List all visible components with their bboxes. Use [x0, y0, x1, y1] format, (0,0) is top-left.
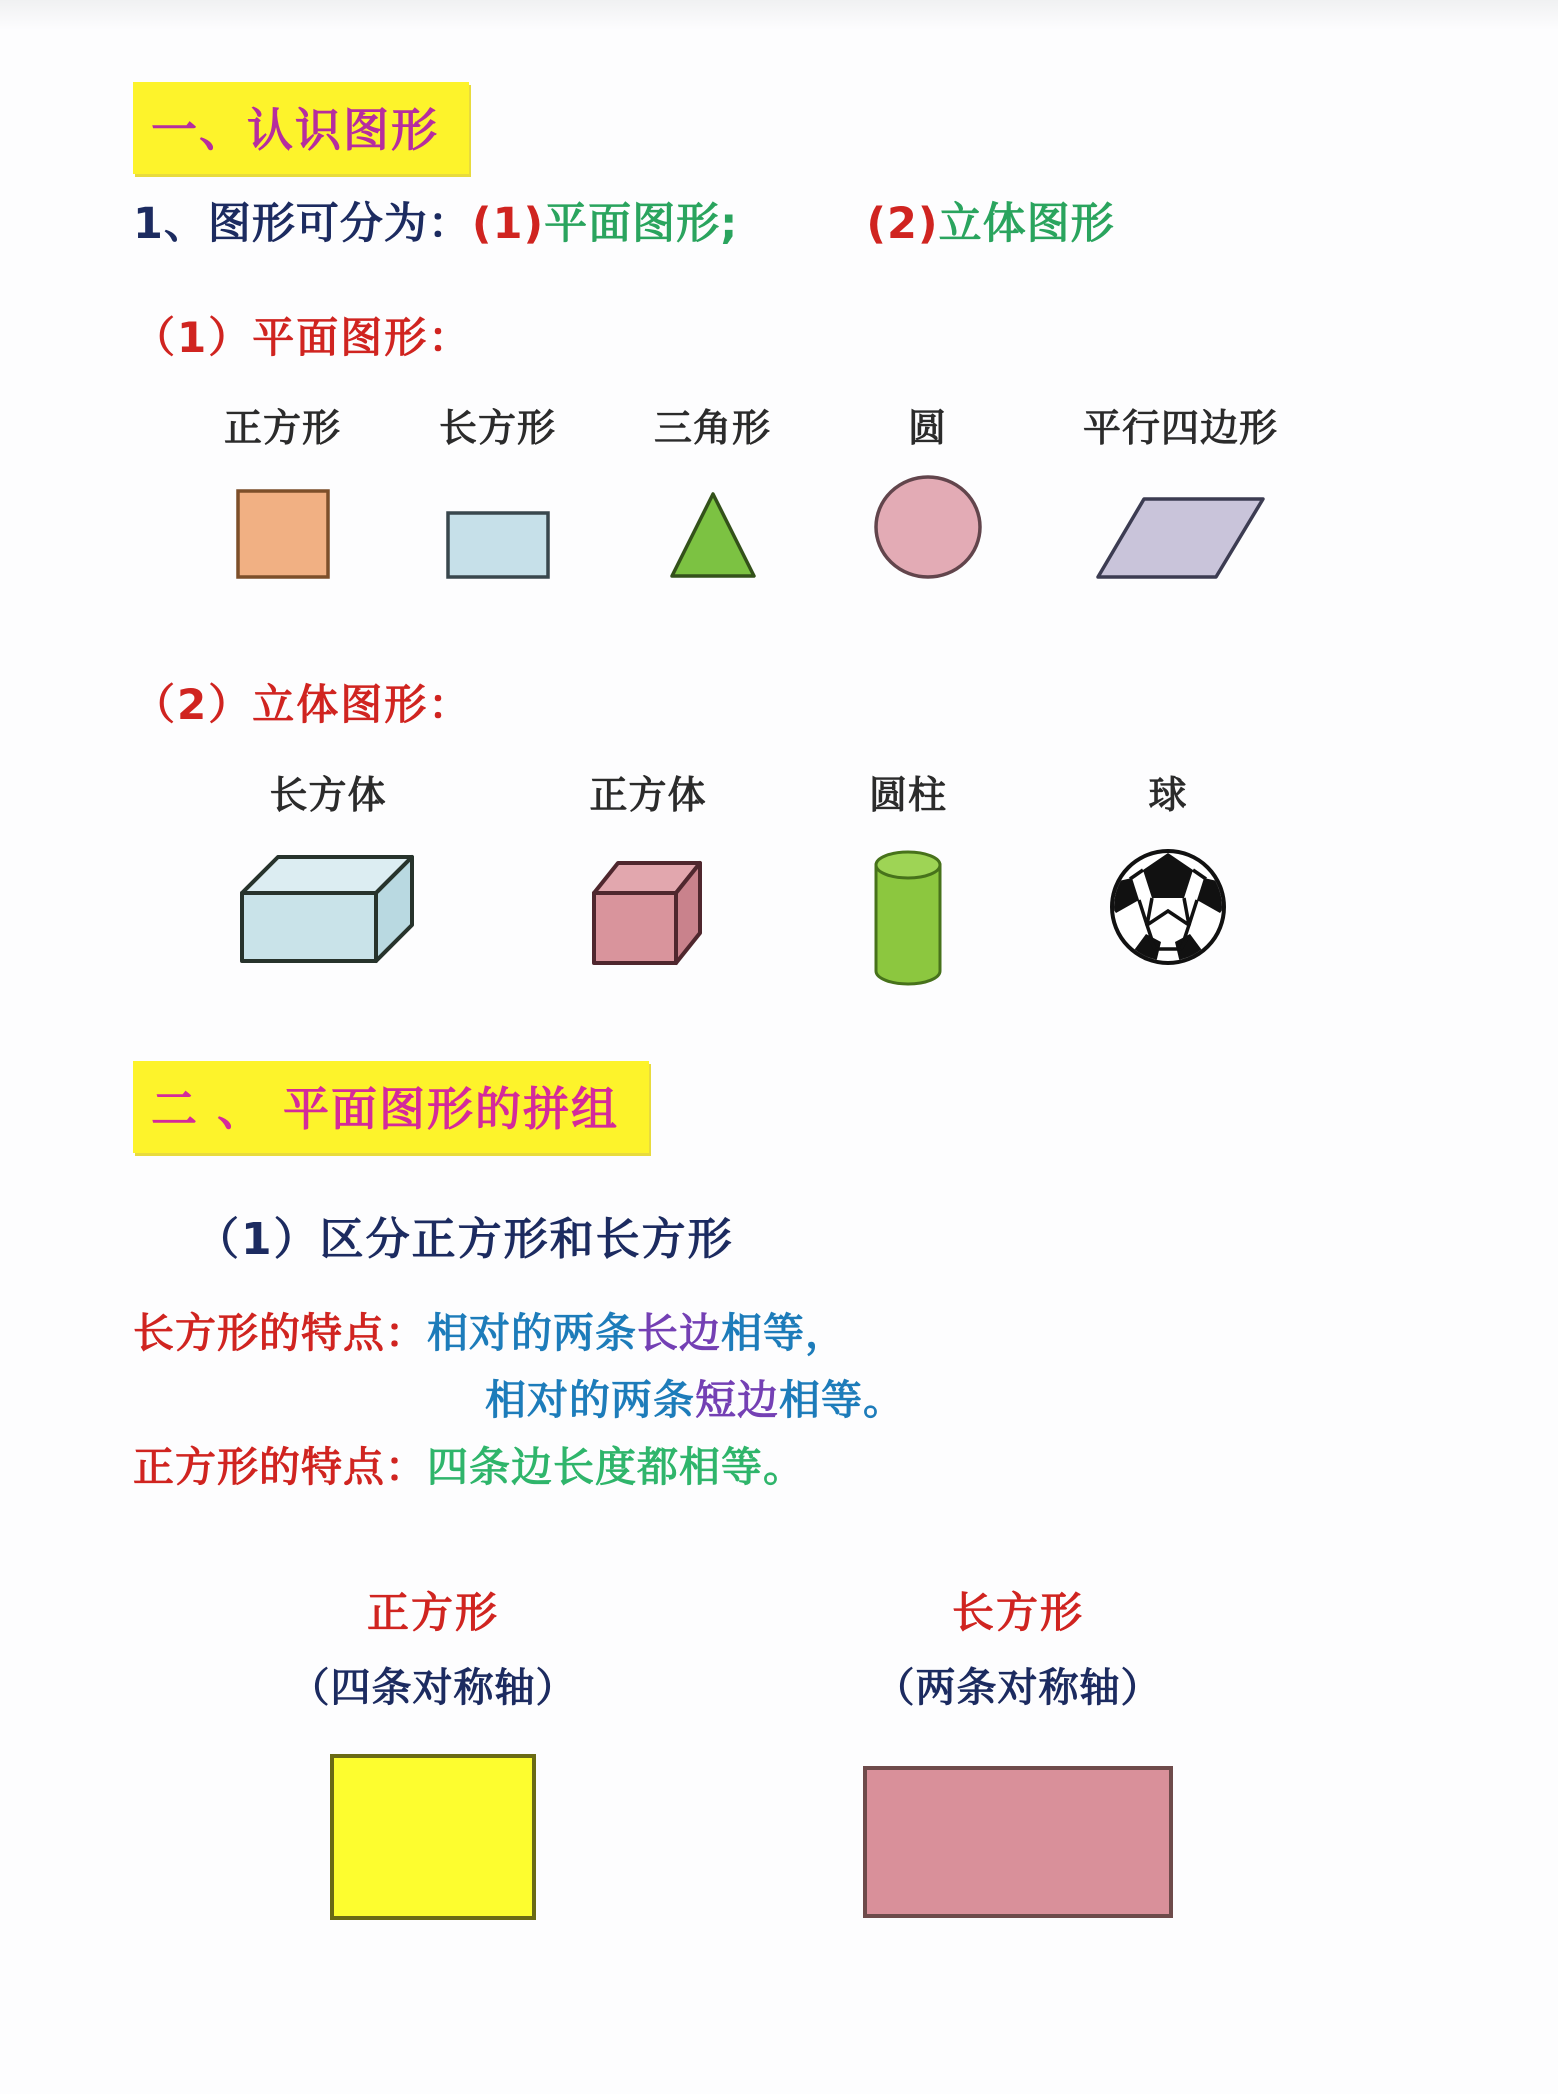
feature-text: 相等 — [721, 1309, 805, 1357]
feature-text-highlight: 短边 — [695, 1376, 779, 1424]
square-compare-title: 正方形 — [366, 1588, 499, 1637]
symmetry-comparison — [133, 1580, 1558, 1921]
solid-shapes-row — [133, 764, 1558, 1003]
cylinder-label: 圆柱 — [868, 773, 947, 817]
square-comparison-column — [183, 1580, 683, 1921]
triangle-shape — [668, 472, 758, 580]
section1-heading: 一、认识图形 — [133, 82, 469, 174]
section1-heading-row — [133, 0, 1558, 174]
intro-flat: 平面图形; — [544, 199, 739, 249]
circle-shape — [873, 472, 983, 580]
cube-shape — [586, 843, 710, 1003]
solid-shape-cuboid — [188, 764, 468, 1003]
flat-shape-rectangle — [390, 397, 605, 580]
parallelogram-icon — [1098, 499, 1263, 577]
rectangle-shape — [445, 472, 551, 580]
square-icon — [238, 491, 328, 577]
intro-num2: (2) — [866, 199, 939, 249]
square-label: 正方形 — [223, 406, 341, 450]
rectangle-comparison-column — [758, 1580, 1278, 1921]
rectangle-icon — [448, 513, 548, 577]
yellow-square-swatch — [329, 1753, 537, 1921]
square-symmetry-note: （四条对称轴） — [289, 1665, 577, 1711]
flat-shapes-row — [133, 397, 1558, 580]
solid-shapes-title: （2）立体图形： — [133, 680, 473, 729]
solid-shape-ball — [1048, 764, 1288, 1003]
solid-shape-cube — [508, 764, 788, 1003]
parallelogram-label: 平行四边形 — [1082, 406, 1278, 450]
square-feature-text: 四条边长度都相等。 — [427, 1443, 805, 1491]
flat-shapes-title: （1）平面图形： — [133, 313, 473, 362]
square-feature-line — [133, 1443, 1558, 1491]
triangle-icon — [672, 494, 754, 576]
feature-text: 相对的两条 — [485, 1376, 695, 1424]
cuboid-shape — [232, 843, 424, 1003]
section2-heading: 二 、 平面图形的拼组 — [133, 1061, 649, 1153]
feature-text-highlight: 长边 — [637, 1309, 721, 1357]
section2-subheading: （1）区分正方形和长方形 — [195, 1214, 734, 1265]
pink-rectangle-swatch — [862, 1765, 1174, 1919]
intro-num1: (1) — [471, 199, 545, 249]
rectangle-feature-label: 长方形的特点： — [133, 1309, 427, 1357]
shape-features — [133, 1309, 1558, 1491]
rectangle-feature-line1 — [133, 1309, 1558, 1357]
ball-shape — [1104, 843, 1232, 1003]
cylinder-body — [876, 865, 940, 984]
circle-label: 圆 — [907, 406, 947, 450]
square-feature-label: 正方形的特点： — [133, 1443, 427, 1491]
yellow-square-icon — [332, 1756, 534, 1918]
feature-text: 相等。 — [779, 1376, 905, 1424]
rectangle-compare-title: 长方形 — [951, 1588, 1084, 1637]
triangle-label: 三角形 — [653, 406, 771, 450]
cuboid-icon — [242, 893, 376, 961]
pink-rectangle-icon — [865, 1768, 1171, 1916]
intro-prefix: 1、图形可分为： — [133, 199, 472, 249]
cube-icon — [594, 893, 676, 963]
flat-shape-parallelogram — [1063, 397, 1298, 580]
solid-shape-cylinder — [788, 764, 1028, 1003]
flat-shape-circle — [820, 397, 1035, 580]
cylinder-icon — [876, 852, 940, 878]
square-shape — [235, 472, 331, 580]
rectangle-label: 长方形 — [438, 406, 556, 450]
intro-solid: 立体图形 — [938, 199, 1115, 249]
parallelogram-shape — [1095, 472, 1267, 580]
cylinder-shape — [870, 843, 946, 1003]
rectangle-symmetry-note: （两条对称轴） — [874, 1665, 1162, 1711]
rectangle-feature-line2 — [133, 1376, 1558, 1424]
flat-shape-square — [175, 397, 390, 580]
ball-label: 球 — [1148, 773, 1188, 817]
flat-shape-triangle — [605, 397, 820, 580]
intro-line — [133, 190, 1558, 251]
section2-heading-row — [133, 1003, 1558, 1153]
cuboid-label: 长方体 — [269, 773, 387, 817]
feature-punct: ， — [805, 1309, 847, 1357]
cube-label: 正方体 — [589, 773, 707, 817]
circle-icon — [876, 477, 980, 577]
feature-text: 相对的两条 — [427, 1309, 637, 1357]
